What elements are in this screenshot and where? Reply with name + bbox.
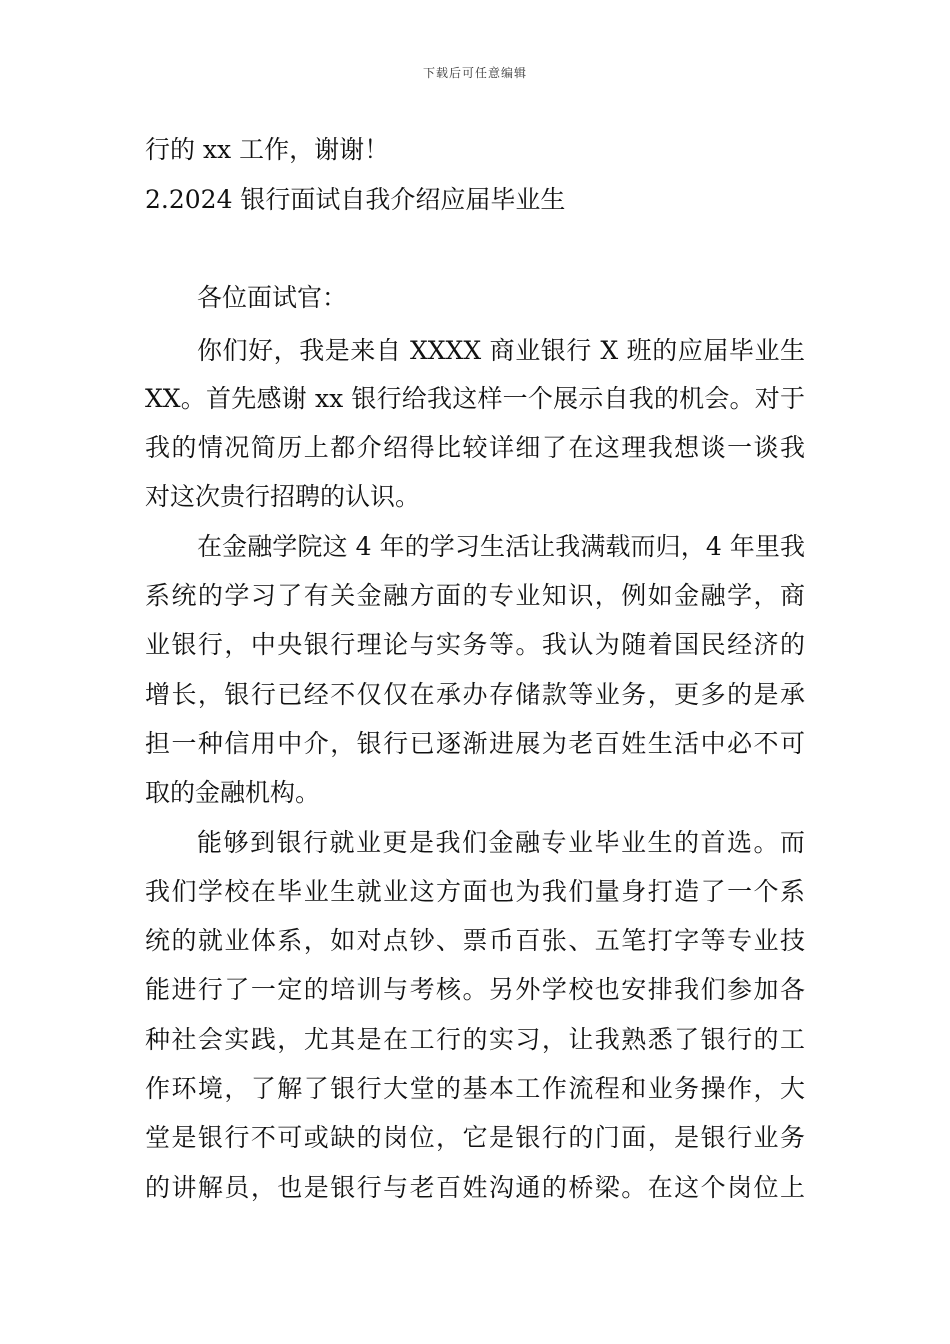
text-line: 你们好，我是来自 XXXX 商业银行 X 班的应届毕业生 bbox=[197, 336, 805, 365]
text-line: 种社会实践，尤其是在工行的实习，让我熟悉了银行的工 bbox=[145, 1025, 805, 1054]
text-line: 系统的学习了有关金融方面的专业知识，例如金融学，商 bbox=[145, 581, 805, 610]
text-line: 对这次贵行招聘的认识。 bbox=[145, 482, 421, 511]
text-line: 业银行，中央银行理论与实务等。我认为随着国民经济的 bbox=[145, 630, 805, 659]
text-line: 在金融学院这 4 年的学习生活让我满载而归，4 年里我 bbox=[197, 532, 805, 561]
salutation: 各位面试官： bbox=[197, 283, 348, 312]
text-line: 增长，银行已经不仅仅在承办存储款等业务，更多的是承 bbox=[145, 680, 805, 709]
text-line: 我们学校在毕业生就业这方面也为我们量身打造了一个系 bbox=[145, 877, 805, 906]
text-line: 担一种信用中介，银行已逐渐进展为老百姓生活中必不可 bbox=[145, 729, 805, 758]
text-line: 作环境，了解了银行大堂的基本工作流程和业务操作，大 bbox=[145, 1074, 805, 1103]
text-line: XX。首先感谢 xx 银行给我这样一个展示自我的机会。对于 bbox=[145, 384, 805, 413]
text-line: 统的就业体系，如对点钞、票币百张、五笔打字等专业技 bbox=[145, 926, 805, 955]
text-line: 堂是银行不可或缺的岗位，它是银行的门面，是银行业务 bbox=[145, 1123, 805, 1152]
section-heading: 2.2024 银行面试自我介绍应届毕业生 bbox=[145, 185, 566, 214]
text-line: 的讲解员，也是银行与老百姓沟通的桥梁。在这个岗位上 bbox=[145, 1173, 805, 1202]
text-line: 取的金融机构。 bbox=[145, 778, 321, 807]
page-header-note: 下载后可任意编辑 bbox=[422, 66, 527, 80]
text-line: 我的情况简历上都介绍得比较详细了在这理我想谈一谈我 bbox=[145, 433, 805, 462]
text-line: 能够到银行就业更是我们金融专业毕业生的首选。而 bbox=[197, 828, 805, 857]
text-line: 行的 xx 工作，谢谢！ bbox=[145, 135, 390, 164]
text-line: 能进行了一定的培训与考核。另外学校也安排我们参加各 bbox=[145, 975, 805, 1004]
